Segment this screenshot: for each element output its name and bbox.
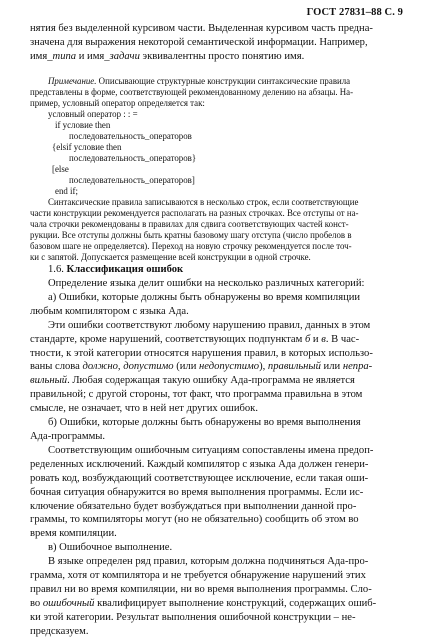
code-line: {elsif условие then <box>52 142 122 152</box>
text-fragment: эквивалентны просто понятию имя. <box>139 50 305 62</box>
intro-line: нятия без выделенной курсивом части. Выделенная курсивом часть предна- <box>30 23 373 34</box>
code-line: [else <box>52 164 69 174</box>
text-fragment: В языке определен ряд правил, которым должна подчиняться Ада-про- <box>48 556 369 568</box>
body-line: ки этой категории. Результат выполнения ошибочной конструкции – не- <box>30 611 356 623</box>
intro-line <box>30 50 402 64</box>
note-paragraph <box>30 76 402 109</box>
body-line <box>30 360 402 374</box>
code-line: if условие then <box>55 120 111 130</box>
italic-fragment: должно, допустимо <box>82 361 174 373</box>
text-fragment: ваны слова <box>30 361 83 373</box>
body-line: грамма, хотя от компилятора и не требуется обнаружение нарушений этих <box>30 570 366 582</box>
code-line: последовательность_операторов} <box>69 153 197 163</box>
page-header: ГОСТ 27831–88 С. 9 <box>306 7 403 18</box>
text-fragment: Синтаксические правила записываются в несколько строк, если соответствующие <box>48 197 359 207</box>
body-line <box>30 597 402 611</box>
body-line <box>30 291 402 305</box>
text-fragment: в) Ошибочное выполнение. <box>48 542 173 554</box>
text-fragment: (или <box>173 361 200 373</box>
body-line: правильной; с другой стороны, тот факт, что программа правильна в этом <box>30 389 363 401</box>
note-line: представлены в форме, соответствующей рекомендованному делению на абзацы. На- <box>30 86 354 97</box>
text-fragment: . В час- <box>325 333 360 345</box>
text-fragment: и <box>310 333 322 345</box>
body-line: предсказуем. <box>30 625 89 637</box>
intro-paragraph <box>30 22 402 64</box>
italic-fragment: б <box>304 333 311 345</box>
body-line <box>30 277 402 291</box>
text-fragment: а) Ошибки, которые должны быть обнаружены во время компиляции <box>48 291 361 303</box>
note-line: пример, условный оператор определяется так: <box>30 97 205 108</box>
text-fragment: ), <box>259 361 268 373</box>
body-line: бочная ситуация обнаружится во время выполнения программы. Если ис- <box>30 486 364 498</box>
text-fragment: Описывающие структурные конструкции синтаксические правила <box>96 76 351 86</box>
section-title: Классификация ошибок <box>66 264 184 275</box>
section-body <box>30 277 402 639</box>
body-line <box>30 416 402 430</box>
syntax-line: ки с запятой. Допускается размещение всей конструкции в одной строчке. <box>30 251 311 262</box>
syntax-line <box>30 197 402 208</box>
italic-fragment: задачи <box>109 50 140 62</box>
text-fragment: . Любая содержащая такую ошибку Ада-программа не является <box>67 375 355 387</box>
text-fragment: или <box>320 361 343 373</box>
syntax-note <box>30 197 402 262</box>
body-line: ровать код, возбуждающий соответствующее исключение, если такая оши- <box>30 472 369 484</box>
body-line: правил ни во время компиляции, ни во время выполнения программы. Сло- <box>30 583 372 595</box>
body-line: смысле, не означает, что в ней нет других ошибок. <box>30 403 258 415</box>
syntax-line: чала строчки рекомендованы в правилах для сдвига соответствующих частей конст- <box>30 218 349 229</box>
text-fragment: Эти ошибки соответствуют любому нарушению правил, данных в этом <box>48 319 371 331</box>
text-fragment: стандарте, кроме нарушений, соответствующих подпунктам <box>30 333 305 345</box>
syntax-line: базовом шаге не определяется). Переход на новую строчку рекомендуется после точ- <box>30 240 352 251</box>
body-line: время компиляции. <box>30 528 117 540</box>
italic-fragment: типа <box>52 50 77 62</box>
syntax-line: части конструкции рекомендуется располагать на разных строчках. Все отступы от на- <box>30 207 359 218</box>
code-line: последовательность_операторов <box>69 131 192 141</box>
text-fragment: имя_ <box>30 50 53 62</box>
code-line: последовательность_операторов] <box>69 175 195 185</box>
body-line: ключение обязательно будет возбуждаться при выполнении данной про- <box>30 500 357 512</box>
section-heading <box>30 263 402 277</box>
body-line: тности, к этой категории относятся нарушения правил, в которых использо- <box>30 347 373 359</box>
italic-fragment: в <box>321 333 326 345</box>
body-line: Ада-программы. <box>30 430 106 442</box>
body-line: любым компилятором с языка Ада. <box>30 305 189 317</box>
body-line <box>30 555 402 569</box>
body-line <box>30 444 402 458</box>
italic-fragment: ошибочный <box>42 597 95 609</box>
body-line <box>30 374 402 388</box>
text-fragment: Определение языка делит ошибки на несколько различных категорий: <box>48 278 365 289</box>
intro-line: значена для выражения некоторой семантической информации. Например, <box>30 36 368 48</box>
text-fragment: во <box>30 597 43 609</box>
note-label: Примечание. <box>48 76 97 86</box>
body-line <box>30 541 402 555</box>
section-number: 1.6. <box>48 264 64 275</box>
italic-fragment: недопустимо <box>199 361 260 373</box>
italic-fragment: вильный <box>30 375 68 387</box>
text-fragment: Соответствующим ошибочным ситуациям сопоставлены имена предоп- <box>48 444 374 456</box>
note-line <box>30 76 402 87</box>
syntax-line: рукции. Все отступы должны быть кратны базовому шагу отступа (число пробелов в <box>30 229 352 240</box>
body-line: ределенных исключений. Каждый компилятор с языка Ада должен генери- <box>30 458 369 470</box>
code-line: end if; <box>55 186 78 196</box>
code-line: условный оператор : : = <box>48 109 138 119</box>
text-fragment: и имя_ <box>76 50 110 62</box>
body-line: граммы, то компиляторы могут (но не обязательно) сообщить об этом во <box>30 514 359 526</box>
text-fragment: б) Ошибки, которые должны быть обнаружены во время выполнения <box>48 417 361 429</box>
body-line <box>30 319 402 333</box>
italic-fragment: непра- <box>342 361 373 373</box>
text-fragment: квалифицирует выполнение конструкций, содержащих ошиб- <box>94 597 377 609</box>
italic-fragment: правильный <box>267 361 321 373</box>
body-line <box>30 333 402 347</box>
